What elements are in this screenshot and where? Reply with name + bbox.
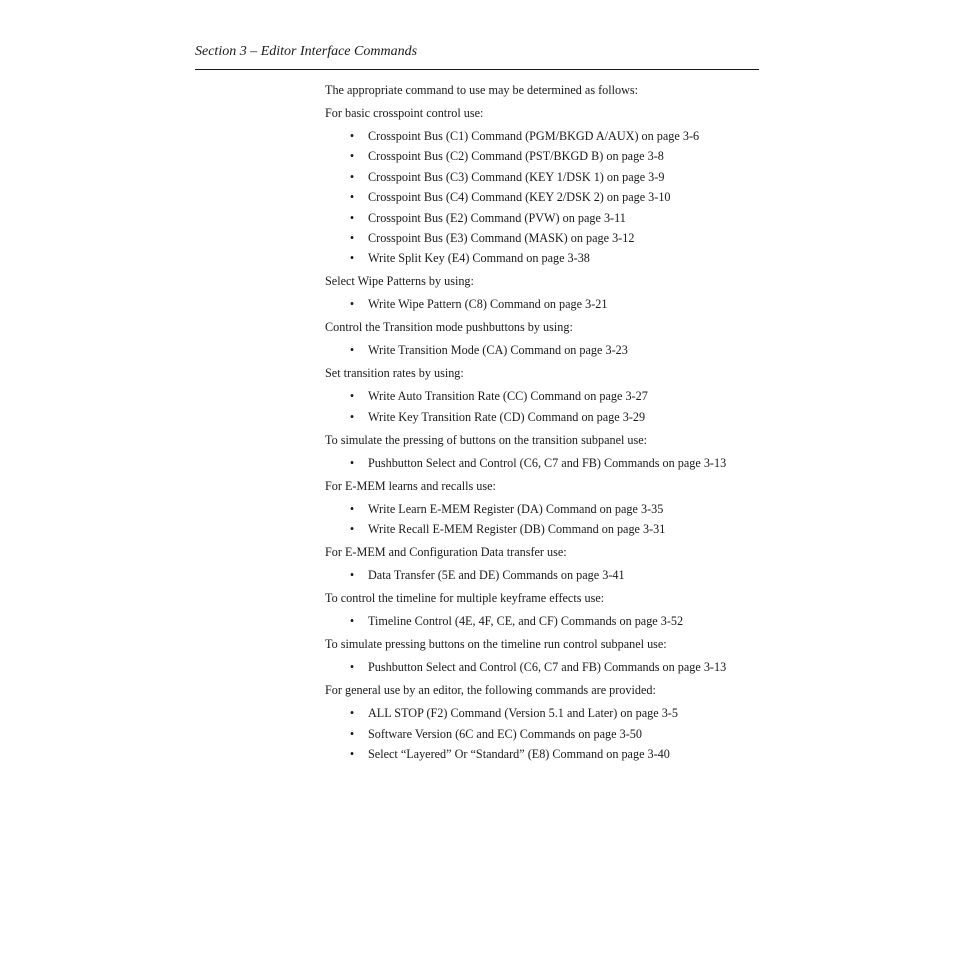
cross-reference-text: Pushbutton Select and Control (C6, C7 and FB) Commands on page 3-13 [368, 660, 727, 675]
list-item [325, 342, 765, 365]
bullet-icon: • [349, 706, 355, 721]
running-header: Section 3 – Editor Interface Commands [195, 44, 418, 59]
list-item [325, 521, 765, 544]
list-item [325, 210, 765, 230]
bullet-list [325, 455, 765, 478]
bullet-list [325, 659, 765, 682]
bullet-icon: • [349, 746, 355, 761]
cross-reference-text: Select “Layered” Or “Standard” (E8) Command on page 3-40 [368, 746, 670, 761]
header-rule [195, 69, 759, 70]
list-item [325, 148, 765, 168]
bullet-list [325, 501, 765, 544]
group-label: To control the timeline for multiple keyframe effects use: [325, 591, 605, 606]
cross-reference-text: Software Version (6C and EC) Commands on page 3-50 [368, 726, 642, 741]
cross-reference-text: Crosspoint Bus (E2) Command (PVW) on page 3-11 [368, 210, 626, 225]
bullet-icon: • [349, 409, 355, 424]
cross-reference-text: ALL STOP (F2) Command (Version 5.1 and Later) on page 3-5 [368, 706, 678, 721]
group-label: For general use by an editor, the following commands are provided: [325, 683, 656, 698]
cross-reference-text: Write Wipe Pattern (C8) Command on page 3-21 [368, 297, 608, 312]
cross-reference-text: Pushbutton Select and Control (C6, C7 and FB) Commands on page 3-13 [368, 455, 727, 470]
list-item [325, 705, 765, 725]
bullet-list [325, 128, 765, 273]
bullet-icon: • [349, 389, 355, 404]
list-item [325, 726, 765, 746]
group-label: Set transition rates by using: [325, 366, 464, 381]
bullet-icon: • [349, 210, 355, 225]
list-item [325, 455, 765, 478]
list-item [325, 189, 765, 209]
body-text [325, 82, 765, 769]
bullet-list [325, 567, 765, 590]
cross-reference-text: Crosspoint Bus (E3) Command (MASK) on page 3-12 [368, 230, 635, 245]
list-item [325, 388, 765, 408]
list-item [325, 746, 765, 769]
bullet-icon: • [349, 501, 355, 516]
bullet-icon: • [349, 230, 355, 245]
group-label: To simulate pressing buttons on the timeline run control subpanel use: [325, 637, 667, 652]
bullet-icon: • [349, 190, 355, 205]
cross-reference-text: Write Split Key (E4) Command on page 3-38 [368, 251, 590, 266]
list-item [325, 409, 765, 432]
command-groups [325, 105, 765, 769]
bullet-icon: • [349, 129, 355, 143]
list-item [325, 501, 765, 521]
intro-paragraph: The appropriate command to use may be determined as follows: [325, 83, 639, 97]
bullet-icon: • [349, 297, 355, 312]
bullet-icon: • [349, 169, 355, 184]
bullet-icon: • [349, 568, 355, 583]
cross-reference-text: Write Transition Mode (CA) Command on page 3-23 [368, 343, 628, 358]
group-label: For basic crosspoint control use: [325, 106, 484, 120]
bullet-list [325, 705, 765, 769]
bullet-icon: • [349, 660, 355, 675]
list-item [325, 659, 765, 682]
cross-reference-text: Write Key Transition Rate (CD) Command on page 3-29 [368, 409, 646, 424]
group-label: Control the Transition mode pushbuttons by using: [325, 320, 573, 335]
group-label: Select Wipe Patterns by using: [325, 274, 474, 289]
list-item [325, 128, 765, 148]
cross-reference-text: Crosspoint Bus (C4) Command (KEY 2/DSK 2) on page 3-10 [368, 190, 671, 205]
bullet-icon: • [349, 251, 355, 266]
cross-reference-text: Write Recall E-MEM Register (DB) Command on page 3-31 [368, 522, 666, 537]
cross-reference-text: Crosspoint Bus (C1) Command (PGM/BKGD A/AUX) on page 3-6 [368, 129, 700, 143]
group-label: To simulate the pressing of buttons on the transition subpanel use: [325, 432, 648, 447]
bullet-list [325, 342, 765, 365]
bullet-list [325, 388, 765, 431]
cross-reference-text: Crosspoint Bus (C3) Command (KEY 1/DSK 1) on page 3-9 [368, 169, 665, 184]
bullet-list [325, 296, 765, 319]
bullet-icon: • [349, 522, 355, 537]
bullet-icon: • [349, 343, 355, 358]
cross-reference-text: Write Learn E-MEM Register (DA) Command on page 3-35 [368, 501, 664, 516]
cross-reference-text: Write Auto Transition Rate (CC) Command on page 3-27 [368, 389, 648, 404]
list-item [325, 296, 765, 319]
bullet-list [325, 613, 765, 636]
list-item [325, 230, 765, 250]
list-item [325, 250, 765, 273]
bullet-icon: • [349, 455, 355, 470]
bullet-icon: • [349, 614, 355, 629]
list-item [325, 613, 765, 636]
group-label: For E-MEM learns and recalls use: [325, 478, 496, 493]
bullet-icon: • [349, 726, 355, 741]
list-item [325, 169, 765, 189]
cross-reference-text: Crosspoint Bus (C2) Command (PST/BKGD B) on page 3-8 [368, 149, 664, 164]
list-item [325, 567, 765, 590]
group-label: For E-MEM and Configuration Data transfer use: [325, 545, 567, 560]
bullet-icon: • [349, 149, 355, 164]
cross-reference-text: Data Transfer (5E and DE) Commands on page 3-41 [368, 568, 625, 583]
cross-reference-text: Timeline Control (4E, 4F, CE, and CF) Commands on page 3-52 [368, 614, 684, 629]
